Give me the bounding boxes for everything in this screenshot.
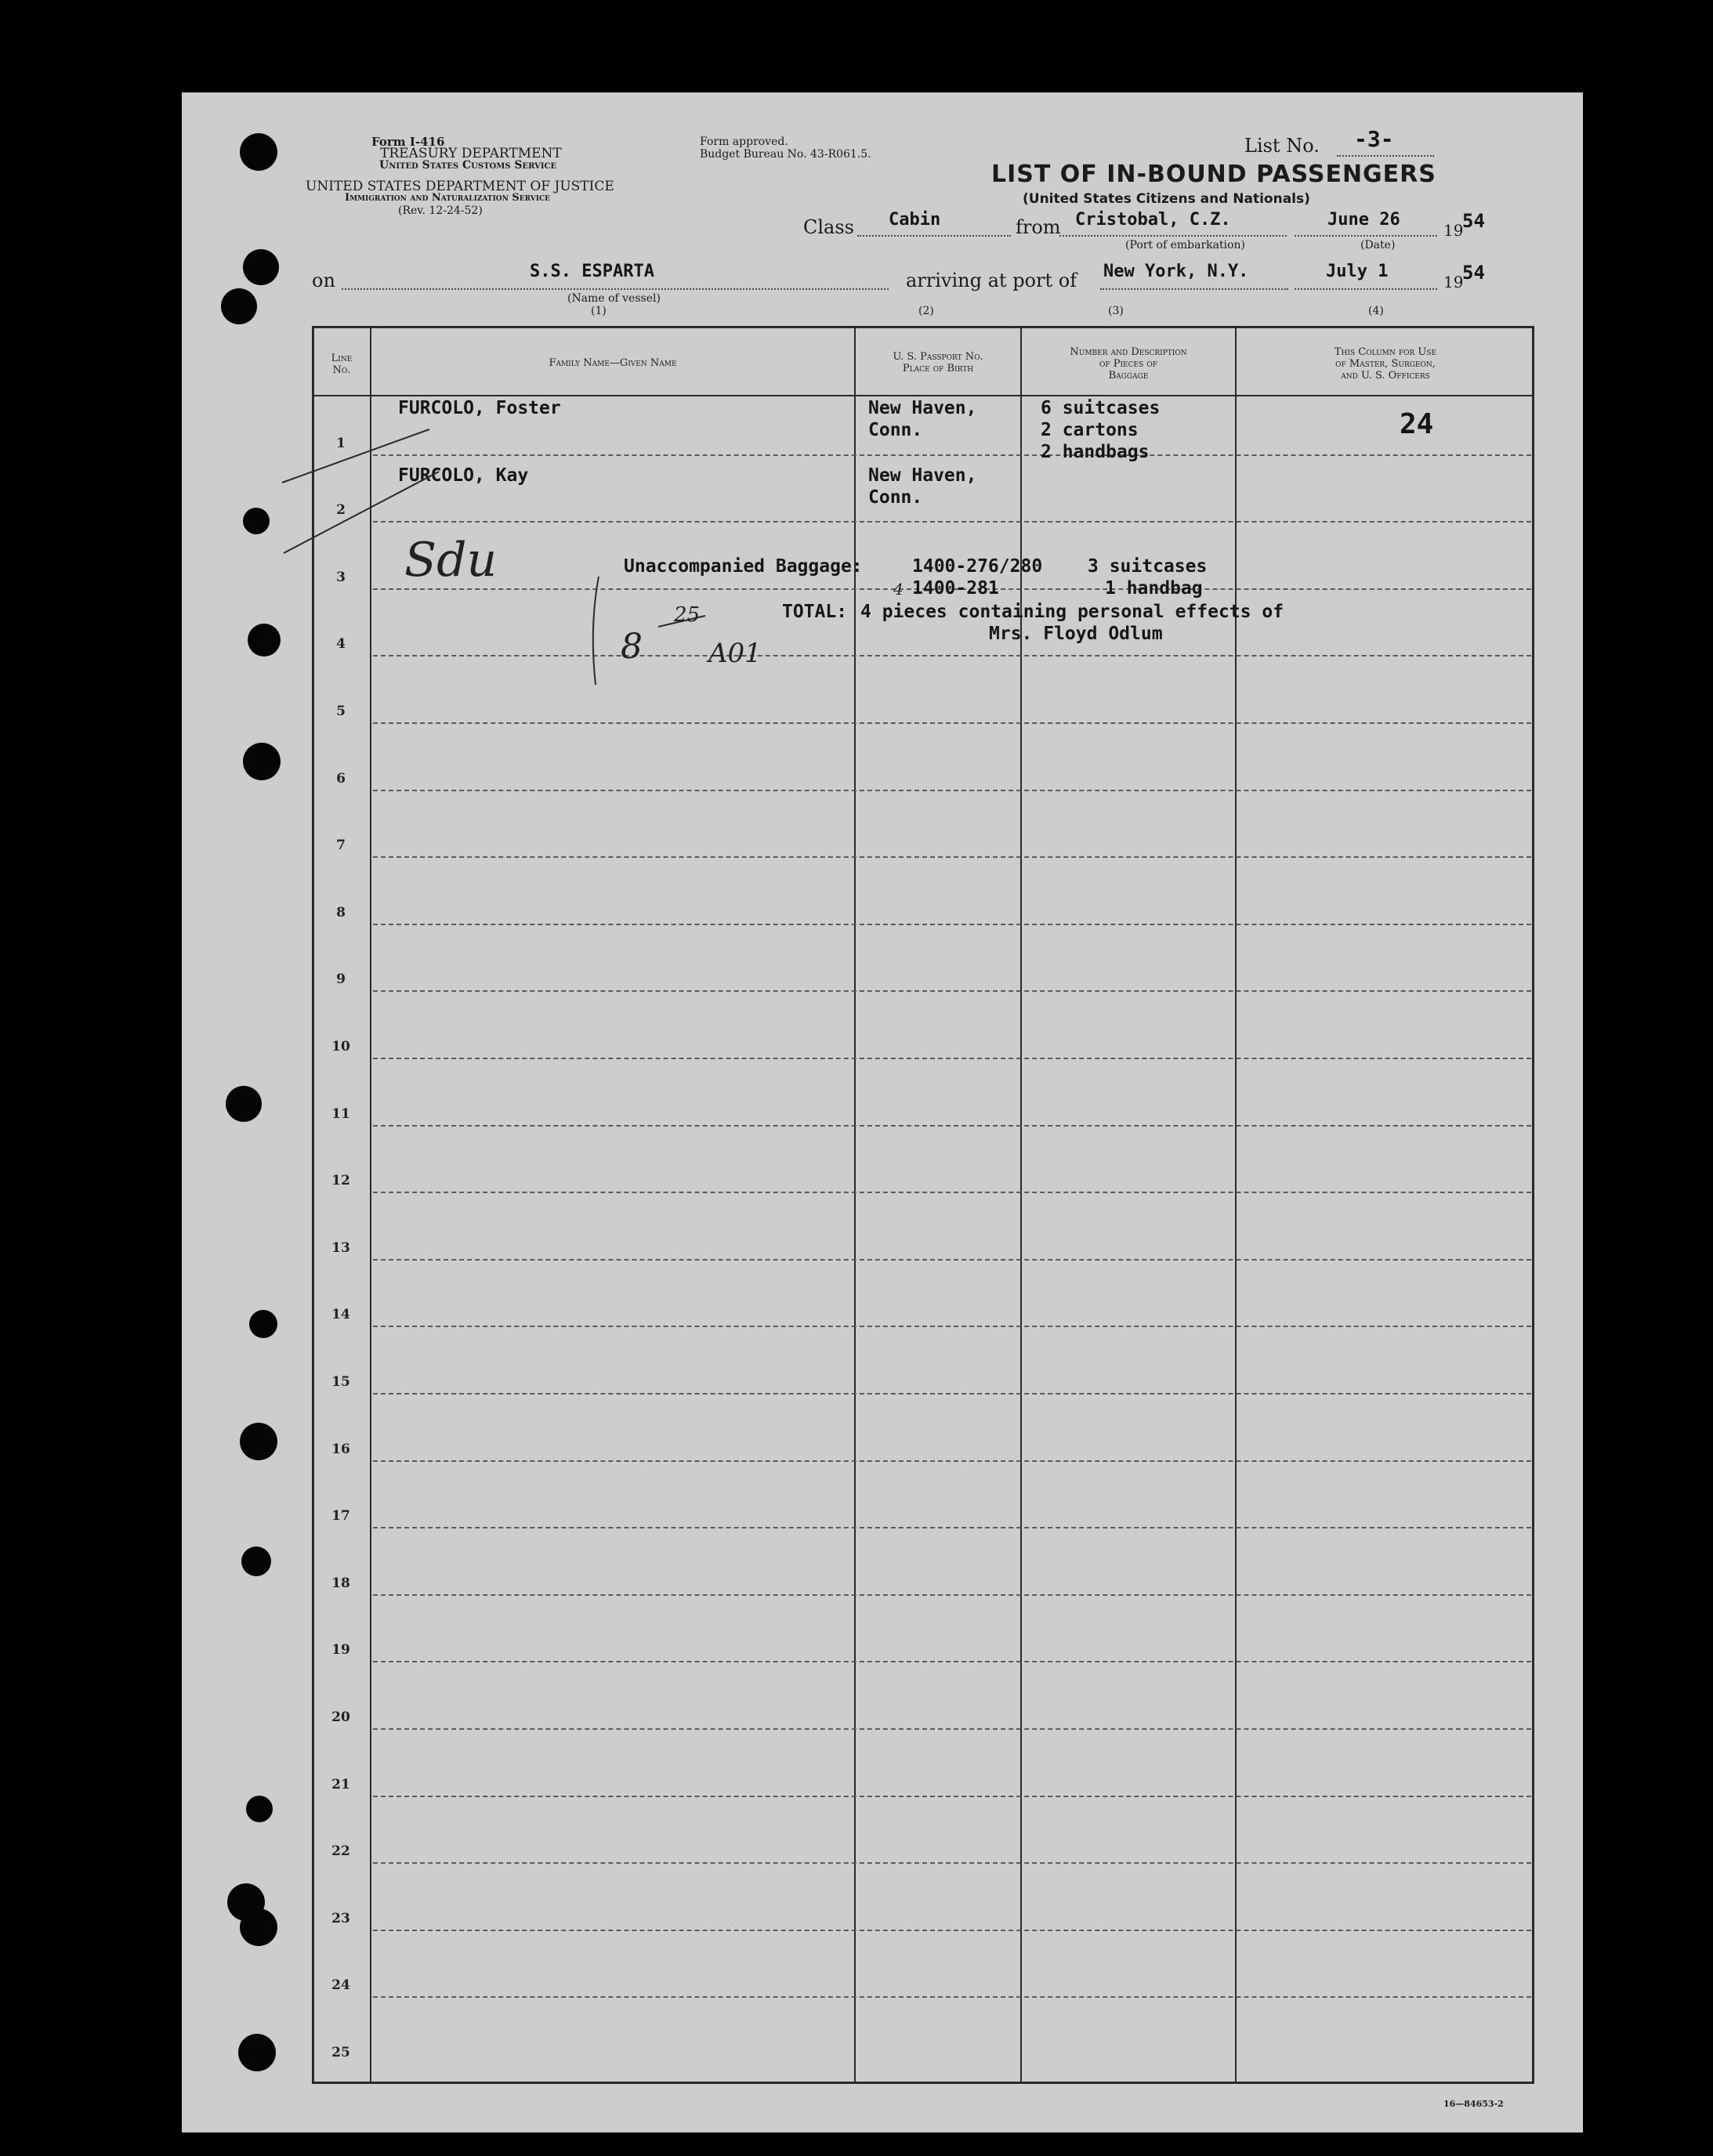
passenger-2-name: FURCOLO, Kay bbox=[398, 465, 529, 486]
col-head-baggage-3: Baggage bbox=[1108, 370, 1149, 382]
customs-service: United States Customs Service bbox=[379, 159, 557, 172]
justice-dept: UNITED STATES DEPARTMENT OF JUSTICE bbox=[306, 179, 614, 194]
line-number: 19 bbox=[331, 1642, 350, 1659]
budget-bureau: Budget Bureau No. 43-R061.5. bbox=[700, 148, 871, 161]
document-subtitle: (United States Citizens and Nationals) bbox=[1023, 191, 1310, 207]
line-number: 17 bbox=[331, 1508, 350, 1525]
arrival-date: July 1 bbox=[1326, 262, 1389, 281]
col-head-officers-1: This Column for Use bbox=[1334, 346, 1437, 358]
list-no-value: -3- bbox=[1354, 126, 1394, 152]
col-head-line-no-2: No. bbox=[332, 364, 351, 376]
col-3-num: (3) bbox=[1108, 305, 1124, 317]
col-4-num: (4) bbox=[1368, 305, 1384, 317]
revision-date: (Rev. 12-24-52) bbox=[398, 204, 483, 217]
bracket-stroke bbox=[593, 577, 599, 685]
handwritten-note-a: 8 bbox=[621, 627, 643, 667]
passenger-1-baggage-3: 2 handbags bbox=[1041, 442, 1150, 462]
line-number: 14 bbox=[331, 1307, 350, 1323]
total-label: TOTAL: bbox=[782, 602, 848, 622]
document-title: LIST OF IN-BOUND PASSENGERS bbox=[991, 161, 1436, 188]
class-value: Cabin bbox=[889, 210, 941, 230]
class-label: Class bbox=[803, 216, 854, 238]
line-number: 13 bbox=[331, 1239, 350, 1256]
col-head-baggage-1: Number and Description bbox=[1070, 346, 1187, 358]
line-number: 11 bbox=[331, 1105, 350, 1122]
passenger-1-baggage-1: 6 suitcases bbox=[1041, 398, 1161, 418]
line-number: 5 bbox=[336, 704, 346, 719]
ins-service: Immigration and Naturalization Service bbox=[345, 192, 551, 204]
port-embarkation-caption: (Port of embarkation) bbox=[1125, 239, 1245, 251]
year-suffix-2: 54 bbox=[1462, 262, 1485, 284]
year-prefix-1: 19 bbox=[1443, 221, 1464, 240]
line-number: 8 bbox=[336, 904, 346, 921]
col-head-line-no-1: Line bbox=[331, 353, 353, 364]
vessel-caption: (Name of vessel) bbox=[567, 292, 661, 305]
on-label: on bbox=[312, 270, 335, 291]
handwritten-note-b: 25 bbox=[674, 603, 701, 627]
col-head-name-text: Family Name—Given Name bbox=[549, 357, 677, 369]
col-head-passport-2: Place of Birth bbox=[902, 363, 974, 374]
arrival-port: New York, N.Y. bbox=[1103, 262, 1249, 281]
line-number: 4 bbox=[336, 636, 346, 653]
line-number: 1 bbox=[336, 435, 346, 451]
line-number: 20 bbox=[331, 1709, 350, 1725]
list-no-label: List No. bbox=[1244, 135, 1320, 157]
form-approved: Form approved. bbox=[700, 136, 788, 148]
col-head-baggage-2: of Pieces of bbox=[1099, 358, 1157, 370]
total-owner: Mrs. Floyd Odlum bbox=[989, 624, 1163, 644]
col-head-passport-1: U. S. Passport No. bbox=[893, 351, 983, 363]
passenger-2-birth-2: Conn. bbox=[868, 487, 923, 508]
passenger-1-baggage-2: 2 cartons bbox=[1041, 420, 1139, 440]
line-number: 22 bbox=[331, 1843, 350, 1860]
line-number: 23 bbox=[331, 1910, 350, 1926]
col-head-officers-3: and U. S. Officers bbox=[1341, 370, 1430, 382]
year-suffix-1: 54 bbox=[1462, 210, 1485, 232]
departure-date: June 26 bbox=[1327, 210, 1400, 230]
line-number: 10 bbox=[331, 1039, 350, 1054]
unaccompanied-no-1: 1400-276/280 bbox=[912, 556, 1043, 577]
handwritten-mark-4: 4 bbox=[893, 580, 904, 599]
line-number: 21 bbox=[331, 1776, 350, 1792]
line-number: 24 bbox=[331, 1977, 350, 1994]
line-number: 25 bbox=[331, 2045, 350, 2060]
unaccompanied-no-2: 1400-281 bbox=[912, 578, 999, 599]
cross-out-stroke-1 bbox=[282, 429, 429, 483]
total-text: 4 pieces containing personal effects of bbox=[860, 602, 1284, 622]
line-number: 9 bbox=[336, 971, 346, 988]
line-number: 16 bbox=[331, 1441, 350, 1457]
line-number: 7 bbox=[336, 837, 346, 854]
line-number: 6 bbox=[336, 770, 346, 787]
passenger-1-name: FURCOLO, Foster bbox=[398, 398, 561, 418]
unaccompanied-desc-2: 1 handbag bbox=[1105, 578, 1203, 599]
unaccompanied-desc-1: 3 suitcases bbox=[1088, 556, 1208, 577]
line-number: 3 bbox=[336, 569, 346, 585]
col-2-num: (2) bbox=[918, 305, 934, 317]
port-embarkation-value: Cristobal, C.Z. bbox=[1075, 210, 1231, 230]
col-head-officers-2: of Master, Surgeon, bbox=[1335, 358, 1436, 370]
col-1-num: (1) bbox=[591, 305, 607, 317]
form-number: Form I-416 bbox=[371, 135, 445, 149]
officer-mark: 24 bbox=[1400, 408, 1434, 440]
treasury-dept: TREASURY DEPARTMENT bbox=[380, 146, 562, 161]
handwritten-scribble: Sdu bbox=[404, 533, 498, 588]
year-prefix-2: 19 bbox=[1443, 273, 1464, 291]
passenger-1-birth-1: New Haven, bbox=[868, 398, 977, 418]
unaccompanied-label: Unaccompanied Baggage: bbox=[624, 556, 863, 577]
line-number: 2 bbox=[336, 502, 346, 519]
line-number: 15 bbox=[331, 1374, 350, 1390]
line-number: 18 bbox=[331, 1575, 350, 1591]
passenger-1-birth-2: Conn. bbox=[868, 420, 923, 440]
line-number: 12 bbox=[331, 1173, 350, 1189]
handwritten-note-c: A01 bbox=[708, 638, 762, 669]
vessel-name: S.S. ESPARTA bbox=[530, 262, 654, 281]
footer-code: 16—84653-2 bbox=[1443, 2099, 1504, 2109]
from-label: from bbox=[1016, 216, 1061, 238]
arriving-label: arriving at port of bbox=[906, 270, 1077, 291]
passenger-2-birth-1: New Haven, bbox=[868, 465, 977, 486]
date-caption: (Date) bbox=[1360, 239, 1396, 251]
